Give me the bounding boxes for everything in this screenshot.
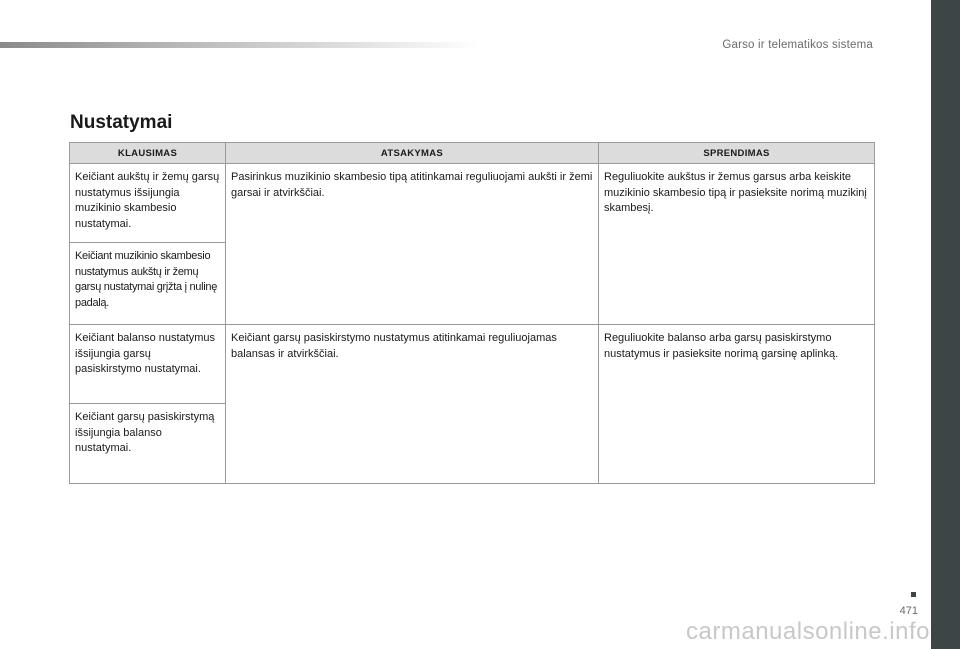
- solution-cell: Reguliuokite balanso arba garsų pasiskirstymo nustatymus ir pasieksite norimą garsinę aplinką.: [599, 325, 875, 484]
- table-row: [70, 325, 875, 404]
- column-header-solution: SPRENDIMAS: [599, 143, 875, 164]
- column-header-answer: ATSAKYMAS: [226, 143, 599, 164]
- faq-table: [69, 142, 875, 484]
- side-tab-bar: [931, 0, 960, 649]
- answer-cell: Pasirinkus muzikinio skambesio tipą atitinkamai reguliuojami aukšti ir žemi garsai ir atvirkščiai.: [226, 164, 599, 325]
- watermark: carmanualsonline.info: [686, 618, 930, 645]
- column-header-question: KLAUSIMAS: [70, 143, 226, 164]
- table-row: [70, 164, 875, 243]
- page-marker-square: [911, 592, 916, 597]
- table-header-row: [70, 143, 875, 164]
- question-cell: Keičiant aukštų ir žemų garsų nustatymus išsijungia muzikinio skambesio nustatymai.: [70, 164, 226, 243]
- answer-cell: Keičiant garsų pasiskirstymo nustatymus atitinkamai reguliuojamas balansas ir atvirkščiai.: [226, 325, 599, 484]
- page-title: Nustatymai: [70, 112, 173, 133]
- question-cell: Keičiant garsų pasiskirstymą išsijungia balanso nustatymai.: [70, 404, 226, 484]
- section-title: Garso ir telematikos sistema: [722, 39, 873, 51]
- page-number: 471: [899, 605, 918, 617]
- header-gradient-bar: [0, 42, 480, 48]
- question-cell: Keičiant muzikinio skambesio nustatymus aukštų ir žemų garsų nustatymai grįžta į nulinę padalą.: [70, 243, 226, 325]
- solution-cell: Reguliuokite aukštus ir žemus garsus arba keiskite muzikinio skambesio tipą ir pasieksite norimą muzikinį skambesį.: [599, 164, 875, 325]
- question-cell: Keičiant balanso nustatymus išsijungia garsų pasiskirstymo nustatymai.: [70, 325, 226, 404]
